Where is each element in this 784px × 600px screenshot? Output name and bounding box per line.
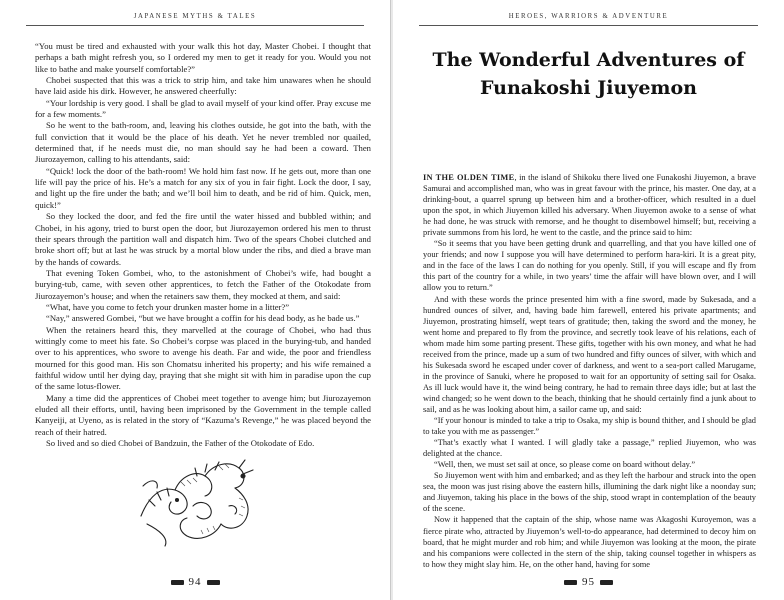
body-text [35,41,371,449]
paragraph: Many a time did the apprentices of Chobei meet together to avenge him; but Jiurozayemon eluded all their efforts, until, having been imprisoned by the Government in the temple called Kanyeiji, at Uyeno, as is related in the story of “Kazuma’s Revenge,” he was placed beyond the reach of their hatred. [35,392,371,437]
page-number-value: 95 [582,576,595,588]
header-rule [419,25,758,26]
folio-ornament-icon [564,580,577,585]
page-number [393,576,784,588]
paragraph: “That’s exactly what I wanted. I will gladly take a passage,” replied Jiuyemon, who was delighted at the chance. [423,438,756,459]
left-page [0,0,391,600]
folio-ornament-icon [600,580,613,585]
running-head: JAPANESE MYTHS & TALES [133,13,257,20]
folio-ornament-icon [207,580,220,585]
lead-in: IN THE OLDEN TIME [423,173,515,182]
paragraph: Now it happened that the captain of the ship, whose name was Akagoshi Kuroyemon, was a fierce pirate who, attracted by Jiuyemon’s well-to-do appearance, had determined to decoy him on board, that he might murder and rob him; and while Jiuyemon was looking at the moon, the pirate and his companions were collected in the stern of the ship, taking counsel together in whispers as to how they might slay him. He, on the other hand, having for some [423,515,756,569]
paragraph: So Jiuyemon went with him and embarked; and as they left the harbour and struck into the open sea, the moon was just rising above the eastern hills, illumining the dark night like a noonday sun; and Jiuyemon, taking his place in the bows of the ship, stood wrapt in contemplation of the beauty of the scene. [423,471,756,514]
paragraph: “Your lordship is very good. I shall be glad to avail myself of your kind offer. Pray excuse me for a few moments.” [35,97,371,120]
paragraph: “Nay,” answered Gombei, “but we have brought a coffin for his dead body, as he bade us.” [46,313,360,324]
paragraph: “Quick! lock the door of the bath-room! We hold him fast now. If he gets out, more than one life will pay the price of his. He’s a match for any six of you in fair fight. Lock the door, I say, and light up the fire under the bath; and we’ll boil him to death, and be rid of him. Quick, men, quick!” [35,165,371,210]
paragraph: So lived and so died Chobei of Bandzuin, the Father of the Otokodate of Edo. [46,438,315,449]
body-text [423,172,756,570]
paragraph: “If your honour is minded to take a trip to Osaka, my ship is bound thither, and I should be glad to take you with me as passenger.” [423,416,756,437]
folio-ornament-icon [171,580,184,585]
page-number [0,576,390,588]
running-head: HEROES, WARRIORS & ADVENTURE [508,13,669,20]
dragon-illustration [135,446,260,549]
chapter-title-line: The Wonderful Adventures of [432,49,745,71]
paragraph: And with these words the prince presented him with a fine sword, made by Sukesada, and a hundred ounces of silver, and, having bade him farewell, entered his private apartments; and Jiuyemon, prostrating himself, wept tears of gratitude; then, taking the sword and the money, he went home and prepared to fly from the province, and secretly took leave of his relations, each of whom made him some parting present. These gifts, together with his own money, and what he had received from the prince, made up a sum of two hundred and fifty ounces of silver, with which and his Sukesada sword he escaped under cover of darkness, and went to a sea-port called Marugame, in the province of Sanuki, where he proposed to wait for an opportunity of setting sail for Osaka. As ill luck would have it, the wind being contrary, he had to remain three days idle; but at last the wind changed; so he went down to the beach, thinking that he should certainly find a junk about to sail, and as he was looking about him, a sailor came up, and said: [423,294,756,414]
right-page [393,0,784,600]
header-rule [26,25,364,26]
paragraph: “Well, then, we must set sail at once, so please come on board without delay.” [434,460,696,470]
paragraph: So they locked the door, and fed the fire until the water hissed and bubbled within; and Chobei, in his agony, tried to burst open the door, but Jiurozayemon ordered his men to thrust their spears through the partition wall and dispatch him. Two of the spears Chobei clutched and broke short off; but at last he was struck by a mortal blow under the ribs, and died a brave man by the hands of cowards. [35,211,371,267]
paragraph: That evening Token Gombei, who, to the astonishment of Chobei’s wife, had bought a burying-tub, came, with seven other apprentices, to fetch the Father of the Otokodate from Jiurozayemon’s house; and when the retainers saw them, they mocked at them, and said: [35,267,371,301]
chapter-title [413,46,764,102]
paragraph: When the retainers heard this, they marvelled at the courage of Chobei, who had thus wittingly come to meet his fate. So Chobei’s corpse was placed in the burying-tub, and handed over to his apprentices, who swore to avenge his death. Far and wide, the poor and friendless mourned for this good man. His son Chomatsu inherited his property; and his wife remained a faithful widow until her dying day, praying that she might sit with him in paradise upon the cup of the same lotus-flower. [35,324,371,392]
opening-text: , in the island of Shikoku there lived one Funakoshi Jiuyemon, a brave Samurai and accomplished man, who was in great favour with the prince, his master. One day, at a drinking-bout, a quarrel sprung up between him and a brother-officer, which resulted in a duel upon the spot, in which Jiuyemon killed his adversary. When Jiuyemon awoke to a sense of what he had done, he was struck with remorse, and he thought to disembowel himself; but, receiving a private summons from his lord, he went to the castle, and the prince said to him: [423,173,756,238]
paragraph: “You must be tired and exhausted with your walk this hot day, Master Chobei. I thought that perhaps a bath might refresh you, so I ordered my men to get it ready for you. Would you not like to bathe and make yourself comfortable?” [35,41,371,74]
paragraph: So he went to the bath-room, and, leaving his clothes outside, he got into the bath, with the full conviction that it would be the place of his death. Yet he never trembled nor quailed, determined that, if he needs must die, no man should say he had been a coward. Then Jiurozayemon, calling to his attendants, said: [35,120,371,165]
page-number-value: 94 [188,576,202,588]
chapter-title-line: Funakoshi Jiuyemon [479,77,697,99]
paragraph: Chobei suspected that this was a trick to strip him, and take him unawares when he should have laid aside his dirk. However, he answered cheerfully: [35,75,371,97]
paragraph: “What, have you come to fetch your drunken master home in a litter?” [46,301,290,312]
opening-paragraph [423,172,756,238]
paragraph: “So it seems that you have been getting drunk and quarrelling, and that you have killed one of your friends; and now I suppose you will have determined to perform hara-kiri. It is a great pity, and in the face of the laws I can do nothing for you openly. Still, if you will escape and fly from this part of the country for a while, in two years’ time the affair will have blown over, and I will allow you to return.” [423,239,756,293]
